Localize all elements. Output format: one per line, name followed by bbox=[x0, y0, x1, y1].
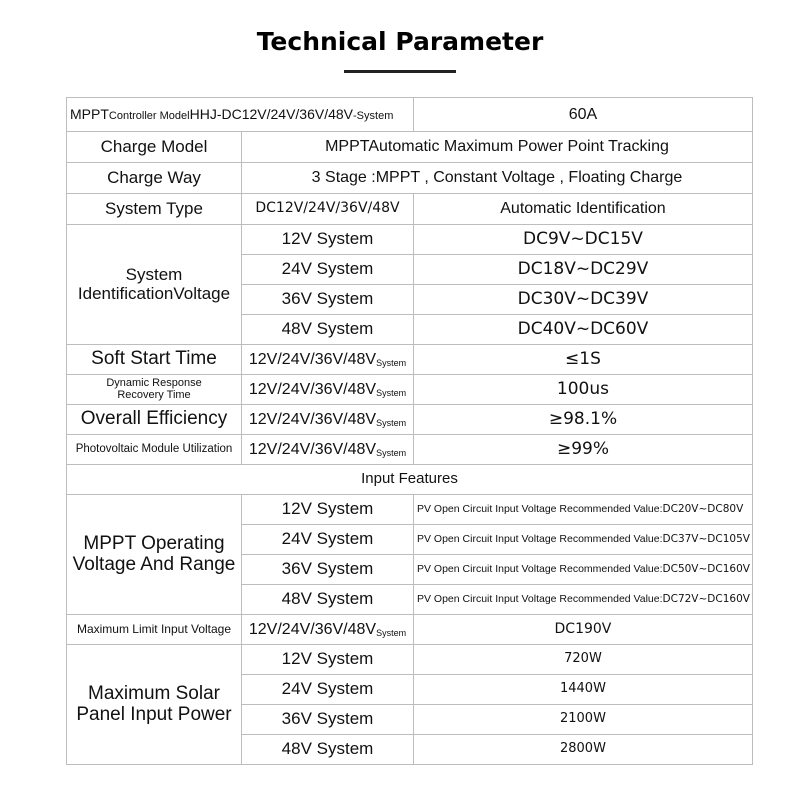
mppt-range-label: MPPT Operating Voltage And Range bbox=[67, 495, 242, 615]
row-pv-utilization bbox=[67, 435, 753, 465]
mppt-range-system: 36V System bbox=[242, 555, 414, 585]
system-id-value: DC30V~DC39V bbox=[414, 285, 753, 315]
system-id-value: DC40V~DC60V bbox=[414, 315, 753, 345]
page-title: Technical Parameter bbox=[256, 27, 544, 56]
dynamic-response-voltages: $12V/24V/36V/48V_{System}$ bbox=[242, 375, 414, 405]
row-system-id-12v bbox=[67, 225, 753, 255]
max-solar-power-value: 1440W bbox=[414, 675, 753, 705]
efficiency-voltages: $12V/24V/36V/48V_{System}$ bbox=[242, 405, 414, 435]
row-controller-model bbox=[67, 98, 753, 132]
mppt-range-system: 48V System bbox=[242, 585, 414, 615]
title-underline bbox=[344, 70, 456, 73]
row-efficiency bbox=[67, 405, 753, 435]
charge-way-value: 3 Stage :MPPT , Constant Voltage , Floating Charge bbox=[242, 163, 753, 194]
mppt-range-value: PV Open Circuit Input Voltage Recommended Value:DC50V~DC160V bbox=[414, 555, 753, 585]
row-input-features bbox=[67, 465, 753, 495]
parameter-table bbox=[66, 97, 753, 765]
system-id-system: 48V System bbox=[242, 315, 414, 345]
controller-model-value: 60A bbox=[414, 98, 753, 132]
system-id-value: DC9V~DC15V bbox=[414, 225, 753, 255]
system-type-voltages: DC12V/24V/36V/48V bbox=[242, 194, 414, 225]
max-input-voltage-voltages: $12V/24V/36V/48V_{System}$ bbox=[242, 615, 414, 645]
charge-model-value: MPPTAutomatic Maximum Power Point Tracking bbox=[242, 132, 753, 163]
system-type-label: System Type bbox=[67, 194, 242, 225]
max-solar-power-system: 12V System bbox=[242, 645, 414, 675]
max-solar-power-system: 48V System bbox=[242, 735, 414, 765]
mppt-range-value: PV Open Circuit Input Voltage Recommended Value:DC37V~DC105V bbox=[414, 525, 753, 555]
mppt-range-system: 24V System bbox=[242, 525, 414, 555]
max-solar-power-value: 2800W bbox=[414, 735, 753, 765]
max-solar-power-system: 36V System bbox=[242, 705, 414, 735]
row-power-12v bbox=[67, 645, 753, 675]
charge-model-label: Charge Model bbox=[67, 132, 242, 163]
system-id-value: DC18V~DC29V bbox=[414, 255, 753, 285]
dynamic-response-value: 100us bbox=[414, 375, 753, 405]
row-dynamic-response bbox=[67, 375, 753, 405]
efficiency-label: Overall Efficiency bbox=[67, 405, 242, 435]
max-input-voltage-label: Maximum Limit Input Voltage bbox=[67, 615, 242, 645]
soft-start-voltages: $12V/24V/36V/48V_{System}$ bbox=[242, 345, 414, 375]
row-system-type bbox=[67, 194, 753, 225]
soft-start-value: ≤1S bbox=[414, 345, 753, 375]
max-solar-power-value: 2100W bbox=[414, 705, 753, 735]
max-input-voltage-value: DC190V bbox=[414, 615, 753, 645]
system-id-system: 12V System bbox=[242, 225, 414, 255]
row-charge-way bbox=[67, 163, 753, 194]
system-type-value: Automatic Identification bbox=[414, 194, 753, 225]
max-solar-power-system: 24V System bbox=[242, 675, 414, 705]
max-solar-power-value: 720W bbox=[414, 645, 753, 675]
system-id-voltage-label: System IdentificationVoltage bbox=[67, 225, 242, 345]
pv-utilization-label: Photovoltaic Module Utilization bbox=[67, 435, 242, 465]
mppt-range-system: 12V System bbox=[242, 495, 414, 525]
system-id-system: 24V System bbox=[242, 255, 414, 285]
input-features-heading: Input Features bbox=[67, 465, 753, 495]
efficiency-value: ≥98.1% bbox=[414, 405, 753, 435]
controller-model-label: MPPTController ModelHHJ-DC12V/24V/36V/48V-System bbox=[67, 98, 414, 132]
max-solar-power-label: Maximum Solar Panel Input Power bbox=[67, 645, 242, 765]
row-charge-model bbox=[67, 132, 753, 163]
charge-way-label: Charge Way bbox=[67, 163, 242, 194]
row-soft-start bbox=[67, 345, 753, 375]
dynamic-response-label: Dynamic Response Recovery Time bbox=[67, 375, 242, 405]
soft-start-label: Soft Start Time bbox=[67, 345, 242, 375]
row-max-input-voltage bbox=[67, 615, 753, 645]
system-id-system: 36V System bbox=[242, 285, 414, 315]
pv-utilization-voltages: $12V/24V/36V/48V_{System}$ bbox=[242, 435, 414, 465]
pv-utilization-value: ≥99% bbox=[414, 435, 753, 465]
mppt-range-value: PV Open Circuit Input Voltage Recommended Value:DC20V~DC80V bbox=[414, 495, 753, 525]
mppt-range-value: PV Open Circuit Input Voltage Recommended Value:DC72V~DC160V bbox=[414, 585, 753, 615]
row-mppt-12v bbox=[67, 495, 753, 525]
